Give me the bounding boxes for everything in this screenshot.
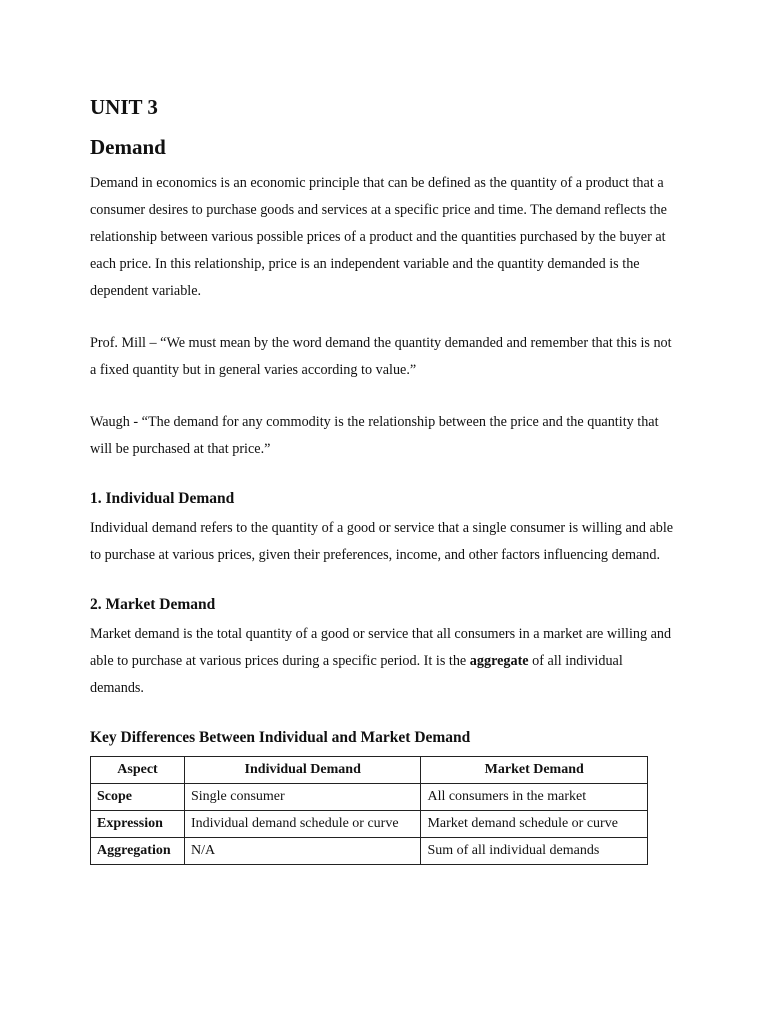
table-cell: All consumers in the market [421, 784, 648, 811]
table-cell: Individual demand schedule or curve [184, 811, 420, 838]
individual-demand-heading: 1. Individual Demand [90, 490, 235, 507]
page-title: Demand [90, 135, 166, 159]
table-cell: Single consumer [184, 784, 420, 811]
table-cell: Sum of all individual demands [421, 838, 648, 865]
individual-demand-paragraph: Individual demand refers to the quantity of a good or service that a single consumer is willing and able to purchase at various prices, given their preferences, income, and other factors influencing demand. [90, 520, 674, 563]
market-text-after: of all individual demands. [90, 653, 623, 696]
table-cell-aspect: Aggregation [91, 838, 185, 865]
document-page [90, 92, 680, 865]
quote-waugh: Waugh - “The demand for any commodity is the relationship between the price and the quantity that will be purchased at that price.” [90, 414, 659, 457]
quote-mill: Prof. Mill – “We must mean by the word demand the quantity demanded and remember that this is not a fixed quantity but in general varies according to value.” [90, 335, 672, 378]
header-individual-demand: Individual Demand [184, 757, 420, 784]
table-cell-aspect: Expression [91, 811, 185, 838]
differences-table-heading: Key Differences Between Individual and Market Demand [90, 729, 471, 746]
market-text-bold: aggregate [469, 653, 529, 669]
header-aspect: Aspect [91, 757, 185, 784]
intro-paragraph: Demand in economics is an economic principle that can be defined as the quantity of a product that a consumer desires to purchase goods and services at a specific price and time. The demand reflects the relationship between various possible prices of a product and the quantities purchased by the buyer at each price. In this relationship, price is an independent variable and the quantity demanded is the dependent variable. [90, 175, 667, 299]
table-row [91, 784, 648, 811]
market-text-before: Market demand is the total quantity of a good or service that all consumers in a market are willing and able to purchase at various prices during a specific period. It is the [90, 626, 672, 669]
table-cell-aspect: Scope [91, 784, 185, 811]
table-header-row [91, 757, 648, 784]
table-row [91, 838, 648, 865]
header-market-demand: Market Demand [421, 757, 648, 784]
differences-table [90, 756, 648, 865]
market-demand-heading: 2. Market Demand [90, 596, 216, 613]
table-cell: Market demand schedule or curve [421, 811, 648, 838]
table-cell: N/A [184, 838, 420, 865]
unit-title: UNIT 3 [90, 95, 158, 119]
table-row [91, 811, 648, 838]
market-demand-paragraph [90, 621, 680, 702]
